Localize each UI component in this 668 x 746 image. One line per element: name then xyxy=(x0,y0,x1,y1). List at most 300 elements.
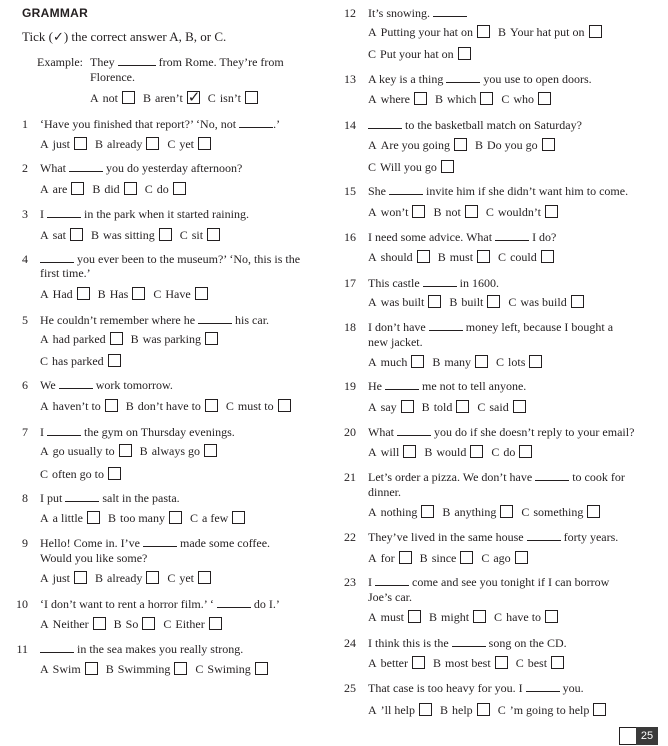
answer-option-b[interactable] xyxy=(475,138,555,153)
option-text: Put your hat on xyxy=(380,47,454,61)
answer-option-b[interactable] xyxy=(420,551,474,566)
example-text-before: They xyxy=(89,55,115,69)
question-number: 12 xyxy=(344,6,356,20)
question-number: 19 xyxy=(344,379,356,393)
stem-text: I xyxy=(368,575,372,589)
answer-options-row xyxy=(368,400,526,415)
option-text: since xyxy=(431,551,457,565)
option-letter: A xyxy=(368,250,377,264)
answer-option-b[interactable] xyxy=(442,505,513,520)
answer-option-b[interactable] xyxy=(438,250,490,265)
answer-options-row xyxy=(368,703,606,718)
answer-options-row xyxy=(368,25,602,40)
answer-option-b[interactable] xyxy=(143,91,200,106)
option-text: must xyxy=(449,250,474,264)
answer-option-b[interactable] xyxy=(449,295,500,310)
option-text: often go to xyxy=(52,467,105,481)
checkbox[interactable] xyxy=(169,511,182,524)
answer-options-row xyxy=(40,354,121,369)
answer-option-c[interactable] xyxy=(153,287,207,302)
option-letter: A xyxy=(90,91,99,105)
checkbox[interactable] xyxy=(470,445,483,458)
checkbox[interactable] xyxy=(414,92,427,105)
option-text: do xyxy=(156,182,169,196)
answer-options-row xyxy=(368,610,558,625)
checkbox[interactable] xyxy=(500,505,513,518)
stem-text: in the sea makes you really strong. xyxy=(77,642,244,656)
answer-option-c[interactable] xyxy=(208,91,258,106)
question-stem xyxy=(40,425,235,440)
checkbox[interactable] xyxy=(142,617,155,630)
checkbox[interactable] xyxy=(541,250,554,263)
option-letter: C xyxy=(225,399,234,413)
checkbox[interactable] xyxy=(198,571,211,584)
answer-option-a[interactable] xyxy=(40,332,123,347)
answer-option-c[interactable] xyxy=(145,182,186,197)
option-letter: C xyxy=(496,355,505,369)
stem-text: What xyxy=(40,161,66,175)
answer-option-b[interactable] xyxy=(435,92,493,107)
answer-option-c[interactable] xyxy=(516,656,564,671)
answer-option-a[interactable] xyxy=(40,511,100,526)
question-number: 10 xyxy=(16,597,28,611)
option-text: So xyxy=(125,617,139,631)
checkbox[interactable] xyxy=(146,571,159,584)
answer-option-c[interactable] xyxy=(481,551,527,566)
checkbox[interactable] xyxy=(207,228,220,241)
checkbox[interactable] xyxy=(403,445,416,458)
answer-blank xyxy=(535,470,569,481)
answer-options-row xyxy=(40,571,211,586)
answer-options-row xyxy=(368,445,532,460)
checkbox[interactable] xyxy=(174,662,187,675)
option-text: was built xyxy=(380,295,425,309)
option-text: sat xyxy=(52,228,67,242)
checkbox[interactable] xyxy=(205,332,218,345)
checkbox[interactable] xyxy=(593,703,606,716)
checkbox[interactable] xyxy=(146,137,159,150)
checkbox[interactable] xyxy=(529,355,542,368)
option-letter: A xyxy=(40,332,49,346)
answer-options-row xyxy=(368,205,558,220)
question-number: 13 xyxy=(344,72,356,86)
option-letter: A xyxy=(40,662,49,676)
option-letter: C xyxy=(40,467,49,481)
checkbox[interactable] xyxy=(495,656,508,669)
option-text: might xyxy=(441,610,470,624)
option-letter: C xyxy=(163,617,172,631)
option-text: many xyxy=(444,355,472,369)
answer-option-b[interactable] xyxy=(114,617,156,632)
checkbox[interactable] xyxy=(119,444,132,457)
answer-option-c[interactable] xyxy=(508,295,583,310)
option-text: Either xyxy=(175,617,205,631)
option-text: have to xyxy=(506,610,542,624)
option-text: better xyxy=(380,656,408,670)
checkbox[interactable] xyxy=(477,703,490,716)
answer-blank xyxy=(65,491,99,502)
checkbox-checked[interactable] xyxy=(187,91,200,104)
option-text: isn’t xyxy=(219,91,241,105)
checkbox[interactable] xyxy=(513,400,526,413)
answer-option-a[interactable] xyxy=(368,355,424,370)
checkbox[interactable] xyxy=(477,250,490,263)
checkbox[interactable] xyxy=(417,250,430,263)
option-text: don’t have to xyxy=(137,399,201,413)
option-letter: C xyxy=(508,295,517,309)
answer-option-c[interactable] xyxy=(368,160,454,175)
answer-option-c[interactable] xyxy=(498,250,554,265)
answer-option-a[interactable] xyxy=(368,610,421,625)
option-text: already xyxy=(107,137,143,151)
checkbox[interactable] xyxy=(412,205,425,218)
option-letter: C xyxy=(368,160,377,174)
option-text: was sitting xyxy=(103,228,155,242)
checkbox[interactable] xyxy=(475,355,488,368)
stem-text: I need some advice. What xyxy=(368,230,493,244)
answer-options-row xyxy=(40,511,245,526)
checkbox[interactable] xyxy=(545,205,558,218)
option-letter: C xyxy=(207,91,216,105)
question-number: 16 xyxy=(344,230,356,244)
answer-option-b[interactable] xyxy=(95,571,159,586)
checkbox[interactable] xyxy=(401,400,414,413)
checkbox[interactable] xyxy=(542,138,555,151)
option-text: ago xyxy=(493,551,511,565)
checkbox[interactable] xyxy=(477,25,490,38)
answer-blank xyxy=(423,276,457,287)
option-letter: B xyxy=(113,617,122,631)
checkbox[interactable] xyxy=(204,444,217,457)
option-letter: C xyxy=(498,250,507,264)
answer-option-c[interactable] xyxy=(167,571,211,586)
checkbox[interactable] xyxy=(460,551,473,564)
option-letter: B xyxy=(91,228,100,242)
answer-option-a[interactable] xyxy=(368,656,425,671)
checkbox[interactable] xyxy=(411,355,424,368)
answer-option-a[interactable] xyxy=(368,400,414,415)
answer-option-a[interactable] xyxy=(368,205,425,220)
answer-option-c[interactable] xyxy=(195,662,267,677)
option-letter: A xyxy=(40,399,49,413)
answer-blank xyxy=(446,72,480,83)
option-letter: C xyxy=(167,571,176,585)
checkbox[interactable] xyxy=(408,610,421,623)
answer-option-a[interactable] xyxy=(40,571,87,586)
checkbox[interactable] xyxy=(209,617,222,630)
answer-option-b[interactable] xyxy=(95,137,159,152)
page-frame xyxy=(619,727,637,745)
question-stem xyxy=(368,6,467,21)
option-letter: C xyxy=(477,400,486,414)
checkbox[interactable] xyxy=(428,295,441,308)
option-text: yet xyxy=(179,137,195,151)
answer-option-b[interactable] xyxy=(140,444,217,459)
option-letter: C xyxy=(515,656,524,670)
answer-blank xyxy=(375,575,409,586)
option-letter: B xyxy=(437,250,446,264)
checkbox[interactable] xyxy=(173,182,186,195)
answer-option-b[interactable] xyxy=(498,25,601,40)
option-text: had parked xyxy=(52,332,106,346)
answer-option-b[interactable] xyxy=(433,656,508,671)
option-letter: B xyxy=(440,703,449,717)
option-text: should xyxy=(380,250,413,264)
answer-option-b[interactable] xyxy=(91,228,172,243)
checkbox[interactable] xyxy=(205,399,218,412)
answer-options-row xyxy=(40,662,268,677)
option-text: aren’t xyxy=(155,91,183,105)
stem-text: in 1600. xyxy=(459,276,499,290)
example-blank xyxy=(118,55,156,66)
example-text-after: from Rome. They’re from xyxy=(158,55,284,69)
checkbox[interactable] xyxy=(110,332,123,345)
checkbox[interactable] xyxy=(473,610,486,623)
question-stem-line2: Would you like some? xyxy=(40,551,148,565)
answer-option-b[interactable] xyxy=(433,205,477,220)
checkbox[interactable] xyxy=(108,467,121,480)
option-text: nothing xyxy=(380,505,418,519)
answer-options-row xyxy=(368,47,471,62)
checkbox[interactable] xyxy=(195,287,208,300)
question-stem xyxy=(40,491,180,506)
option-letter: B xyxy=(95,571,104,585)
option-letter: A xyxy=(40,287,49,301)
checkbox[interactable] xyxy=(589,25,602,38)
checkbox[interactable] xyxy=(77,287,90,300)
option-letter: B xyxy=(105,662,114,676)
option-text: sit xyxy=(191,228,204,242)
checkbox[interactable] xyxy=(412,656,425,669)
checkbox[interactable] xyxy=(71,182,84,195)
stem-text: money left, because I bought a xyxy=(465,320,614,334)
answer-option-a[interactable] xyxy=(368,295,441,310)
checkbox[interactable] xyxy=(519,445,532,458)
answer-options-row xyxy=(40,332,218,347)
stem-text: I xyxy=(40,207,44,221)
answer-option-a[interactable] xyxy=(368,92,427,107)
checkbox[interactable] xyxy=(399,551,412,564)
stem-text: to the basketball match on Saturday? xyxy=(405,118,582,132)
answer-option-a[interactable] xyxy=(368,445,416,460)
answer-option-b[interactable] xyxy=(440,703,490,718)
option-text: Are you going xyxy=(380,138,450,152)
option-letter: C xyxy=(501,92,510,106)
answer-option-b[interactable] xyxy=(432,355,488,370)
answer-option-a[interactable] xyxy=(40,662,98,677)
answer-option-a[interactable] xyxy=(40,182,84,197)
answer-option-c[interactable] xyxy=(368,47,471,62)
checkbox[interactable] xyxy=(571,295,584,308)
stem-text: What xyxy=(368,425,394,439)
answer-option-c[interactable] xyxy=(521,505,600,520)
checkbox[interactable] xyxy=(515,551,528,564)
checkbox[interactable] xyxy=(108,354,121,367)
option-letter: C xyxy=(153,287,162,301)
stem-text: I don’t have xyxy=(368,320,426,334)
stem-text: ‘I don’t want to rent a horror film.’ ‘ xyxy=(40,597,214,611)
question-stem xyxy=(40,117,280,132)
answer-option-a[interactable] xyxy=(368,138,467,153)
checkbox[interactable] xyxy=(74,571,87,584)
option-text: not xyxy=(445,205,461,219)
answer-option-c[interactable] xyxy=(190,511,245,526)
option-letter: B xyxy=(143,91,152,105)
answer-option-c[interactable] xyxy=(40,354,121,369)
question-number: 25 xyxy=(344,681,356,695)
option-text: would xyxy=(436,445,467,459)
option-letter: A xyxy=(368,138,377,152)
answer-blank xyxy=(452,636,486,647)
checkbox[interactable] xyxy=(480,92,493,105)
answer-option-c[interactable] xyxy=(180,228,220,243)
answer-option-c[interactable] xyxy=(501,92,551,107)
answer-option-a[interactable] xyxy=(368,551,412,566)
checkbox[interactable] xyxy=(255,662,268,675)
checkbox[interactable] xyxy=(245,91,258,104)
answer-option-a[interactable] xyxy=(368,505,434,520)
answer-option-a[interactable] xyxy=(368,25,490,40)
answer-option-a[interactable] xyxy=(40,444,132,459)
answer-option-b[interactable] xyxy=(126,399,218,414)
option-letter: B xyxy=(433,205,442,219)
option-text: will xyxy=(380,445,400,459)
option-text: Had xyxy=(52,287,73,301)
answer-blank xyxy=(429,320,463,331)
checkbox[interactable] xyxy=(419,703,432,716)
option-letter: A xyxy=(368,445,377,459)
answer-option-b[interactable] xyxy=(92,182,136,197)
answer-options-row xyxy=(40,182,186,197)
answer-option-c[interactable] xyxy=(163,617,221,632)
checkbox[interactable] xyxy=(545,610,558,623)
answer-option-c[interactable] xyxy=(226,399,291,414)
stem-text: salt in the pasta. xyxy=(102,491,180,505)
checkbox[interactable] xyxy=(278,399,291,412)
question-number: 14 xyxy=(344,118,356,132)
question-stem xyxy=(40,536,270,551)
question-stem xyxy=(40,252,300,267)
option-text: Do you go xyxy=(487,138,538,152)
stem-text: me not to tell anyone. xyxy=(422,379,527,393)
answer-options-row xyxy=(368,656,564,671)
answer-blank xyxy=(527,530,561,541)
checkbox[interactable] xyxy=(551,656,564,669)
question-stem xyxy=(368,230,556,245)
answer-option-b[interactable] xyxy=(108,511,182,526)
option-letter: C xyxy=(40,354,49,368)
option-letter: A xyxy=(368,505,377,519)
option-text: Swim xyxy=(52,662,81,676)
checkbox[interactable] xyxy=(456,400,469,413)
checkbox[interactable] xyxy=(87,511,100,524)
answer-option-c[interactable] xyxy=(496,355,542,370)
question-number: 3 xyxy=(22,207,28,221)
option-text: was parking xyxy=(142,332,201,346)
checkbox[interactable] xyxy=(70,228,83,241)
answer-option-c[interactable] xyxy=(494,610,558,625)
checkbox[interactable] xyxy=(124,182,137,195)
answer-options-row xyxy=(40,137,211,152)
stem-text: Let’s order a pizza. We don’t have xyxy=(368,470,533,484)
option-text: already xyxy=(107,571,143,585)
answer-option-b[interactable] xyxy=(424,445,483,460)
checkbox[interactable] xyxy=(93,617,106,630)
answer-option-c[interactable] xyxy=(167,137,211,152)
option-letter: C xyxy=(368,47,377,61)
option-text: Swimming xyxy=(117,662,171,676)
answer-option-c[interactable] xyxy=(498,703,607,718)
checkbox[interactable] xyxy=(198,137,211,150)
question-stem xyxy=(40,207,249,222)
option-letter: C xyxy=(491,445,500,459)
stem-text: .’ xyxy=(273,117,281,131)
checkbox[interactable] xyxy=(538,92,551,105)
answer-option-c[interactable] xyxy=(40,467,121,482)
answer-option-b[interactable] xyxy=(422,400,470,415)
stem-text: to cook for xyxy=(572,470,625,484)
option-text: was build xyxy=(520,295,567,309)
answer-option-c[interactable] xyxy=(477,400,525,415)
stem-text: Hello! Come in. I’ve xyxy=(40,536,140,550)
checkbox[interactable] xyxy=(441,160,454,173)
answer-option-b[interactable] xyxy=(429,610,486,625)
answer-option-a[interactable] xyxy=(368,703,432,718)
answer-option-a[interactable] xyxy=(40,228,83,243)
checkbox[interactable] xyxy=(122,91,135,104)
checkbox[interactable] xyxy=(421,505,434,518)
checkbox[interactable] xyxy=(487,295,500,308)
checkbox[interactable] xyxy=(587,505,600,518)
option-text: did xyxy=(104,182,120,196)
option-letter: C xyxy=(497,703,506,717)
option-letter: A xyxy=(368,656,377,670)
answer-option-a[interactable] xyxy=(40,399,118,414)
answer-option-a[interactable] xyxy=(40,617,106,632)
checkbox[interactable] xyxy=(159,228,172,241)
example-label: Example: xyxy=(37,55,83,69)
checkbox[interactable] xyxy=(232,511,245,524)
question-stem xyxy=(40,161,242,176)
answer-option-a[interactable] xyxy=(368,250,430,265)
option-letter: B xyxy=(125,399,134,413)
answer-option-a[interactable] xyxy=(90,91,135,106)
option-letter: B xyxy=(421,400,430,414)
option-letter: A xyxy=(368,610,377,624)
checkbox[interactable] xyxy=(458,47,471,60)
option-letter: A xyxy=(368,25,377,39)
question-number: 6 xyxy=(22,378,28,392)
stem-text: We xyxy=(40,378,56,392)
answer-option-b[interactable] xyxy=(98,287,146,302)
checkbox[interactable] xyxy=(85,662,98,675)
checkbox[interactable] xyxy=(74,137,87,150)
answer-option-c[interactable] xyxy=(486,205,558,220)
answer-option-a[interactable] xyxy=(40,137,87,152)
checkbox[interactable] xyxy=(465,205,478,218)
checkbox[interactable] xyxy=(454,138,467,151)
option-letter: C xyxy=(485,205,494,219)
answer-option-a[interactable] xyxy=(40,287,90,302)
answer-blank xyxy=(40,252,74,263)
answer-option-b[interactable] xyxy=(106,662,188,677)
question-stem xyxy=(368,72,592,87)
answer-option-c[interactable] xyxy=(491,445,532,460)
option-text: Will you go xyxy=(380,160,437,174)
answer-option-b[interactable] xyxy=(131,332,218,347)
checkbox[interactable] xyxy=(132,287,145,300)
checkbox[interactable] xyxy=(105,399,118,412)
